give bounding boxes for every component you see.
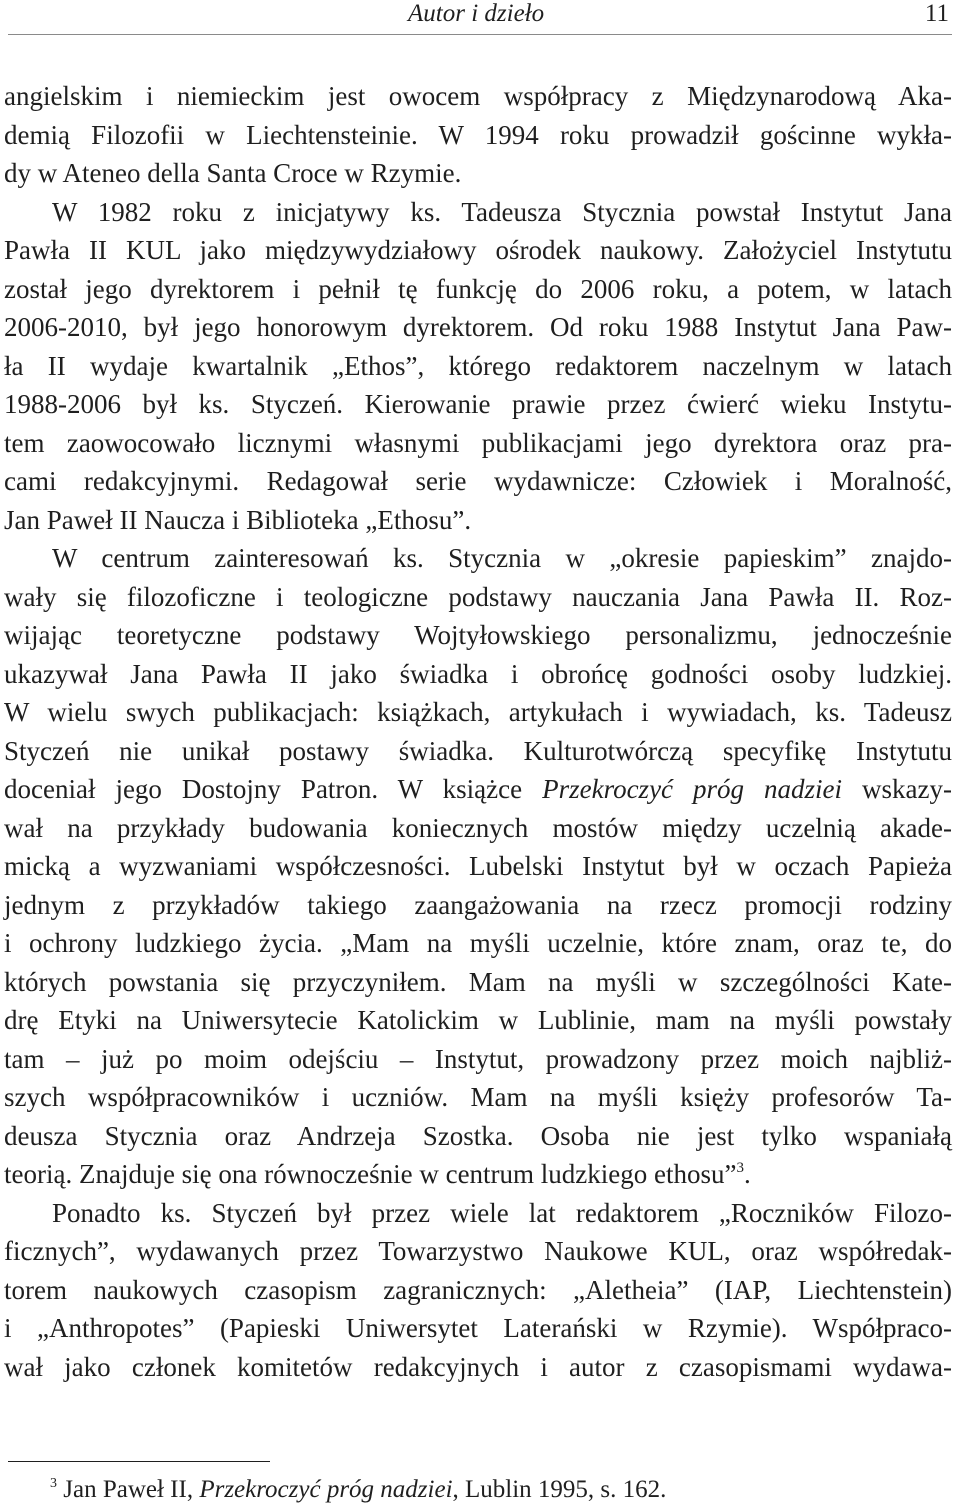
text-line: tam – już po moim odejściu – Instytut, prowadzony przez moich najbliż- [4, 1043, 952, 1074]
text-line: W 1982 roku z inicjatywy ks. Tadeusza Stycznia powstał Instytut Jana [52, 196, 952, 227]
text-line: micką a wyzwaniami współczesności. Lubelski Instytut był w oczach Papieża [4, 851, 952, 881]
text-line: Pawła II KUL jako międzywydziałowy ośrodek naukowy. Założyciel Instytutu [4, 235, 952, 265]
text-line: został jego dyrektorem i pełnił tę funkcję do 2006 roku, a potem, w latach [4, 273, 952, 304]
text-line: których powstania się przyczyniłem. Mam na myśli w szczególności Kate- [4, 966, 952, 997]
text-line: Styczeń nie unikał postawy świadka. Kulturotwórczą specyfikę Instytutu [4, 735, 952, 766]
text-line: wijając teoretyczne podstawy Wojtyłowskiego personalizmu, jednocześnie [4, 620, 952, 650]
line-text: teorią. Znajduje się ona równocześnie w centrum ludzkiego ethosu” [4, 1159, 737, 1189]
text-line: ła II wydaje kwartalnik „Ethos”, którego redaktorem naczelnym w latach [4, 350, 952, 381]
line-text: doceniał jego Dostojny Patron. W książce [4, 774, 543, 804]
footnote-rule [8, 1461, 270, 1462]
footnote-title: Przekroczyć próg nadziei [199, 1476, 453, 1503]
text-line: szych współpracowników i uczniów. Mam na myśli księży profesorów Ta- [4, 1082, 952, 1112]
text-line: deusza Stycznia oraz Andrzeja Szostka. Osoba nie jest tylko wspaniałą [4, 1120, 952, 1151]
text-line: Jan Paweł II Naucza i Biblioteka „Ethosu”. [4, 504, 472, 535]
text-line: W centrum zainteresowań ks. Stycznia w „okresie papieskim” znajdo- [52, 543, 952, 573]
text-line: 1988-2006 był ks. Styczeń. Kierowanie prawie przez ćwierć wieku Instytu- [4, 389, 952, 419]
running-head [8, 0, 952, 35]
text-line: W wielu swych publikacjach: książkach, artykułach i wywiadach, ks. Tadeusz [4, 697, 952, 727]
page-number: 11 [924, 0, 949, 27]
book-title: Przekroczyć próg nadziei [542, 774, 843, 804]
text-line: i ochrony ludzkiego życia. „Mam na myśli uczelnie, które znam, oraz te, do [4, 928, 952, 958]
footnote-text-pre: Jan Paweł II, [63, 1476, 200, 1503]
line-text: . [744, 1159, 751, 1189]
text-line: 2006-2010, był jego honorowym dyrektorem. Od roku 1988 Instytut Jana Paw- [4, 312, 952, 342]
text-line: dy w Ateneo della Santa Croce w Rzymie. [4, 158, 462, 188]
text-line: jednym z przykładów takiego zaangażowania na rzecz promocji rodziny [4, 889, 952, 920]
line-text: wskazy- [842, 774, 952, 804]
text-line: torem naukowych czasopism zagranicznych: „Aletheia” (IAP, Liechtenstein) [4, 1274, 952, 1305]
text-line: drę Etyki na Uniwersytecie Katolickim w Lublinie, mam na myśli powstały [4, 1005, 952, 1035]
text-line [4, 1155, 952, 1194]
running-title: Autor i dzieło [408, 0, 545, 27]
text-line [4, 770, 952, 809]
text-line: wały się filozoficzne i teologiczne podstawy nauczania Jana Pawła II. Roz- [4, 581, 952, 612]
footnote-ref: 3 [736, 1160, 744, 1176]
text-line: tem zaowocowało licznymi własnymi publikacjami jego dyrektora oraz pra- [4, 427, 952, 458]
text-line: ficznych”, wydawanych przez Towarzystwo Naukowe KUL, oraz współredak- [4, 1236, 952, 1266]
text-line: angielskim i niemieckim jest owocem współpracy z Międzynarodową Aka- [4, 81, 952, 111]
text-line: cami redakcyjnymi. Redagował serie wydawnicze: Człowiek i Moralność, [4, 466, 952, 496]
text-line: wał na przykłady budowania koniecznych mostów między uczelnią akade- [4, 812, 952, 843]
text-line: wał jako członek komitetów redakcyjnych i autor z czasopismami wydawa- [4, 1351, 952, 1382]
footnote [50, 1475, 666, 1505]
text-line: demią Filozofii w Liechtensteinie. W 1994 roku prowadził gościnne wykła- [4, 119, 952, 150]
body-text [4, 77, 952, 1386]
footnote-marker: 3 [50, 1476, 57, 1491]
text-line: i „Anthropotes” (Papieski Uniwersytet Laterański w Rzymie). Współpraco- [4, 1313, 952, 1343]
footnote-text-post: , Lublin 1995, s. 162. [452, 1476, 667, 1503]
text-line: ukazywał Jana Pawła II jako świadka i obrońcę godności osoby ludzkiej. [4, 658, 952, 689]
text-line: Ponadto ks. Styczeń był przez wiele lat redaktorem „Roczników Filozo- [52, 1197, 952, 1228]
